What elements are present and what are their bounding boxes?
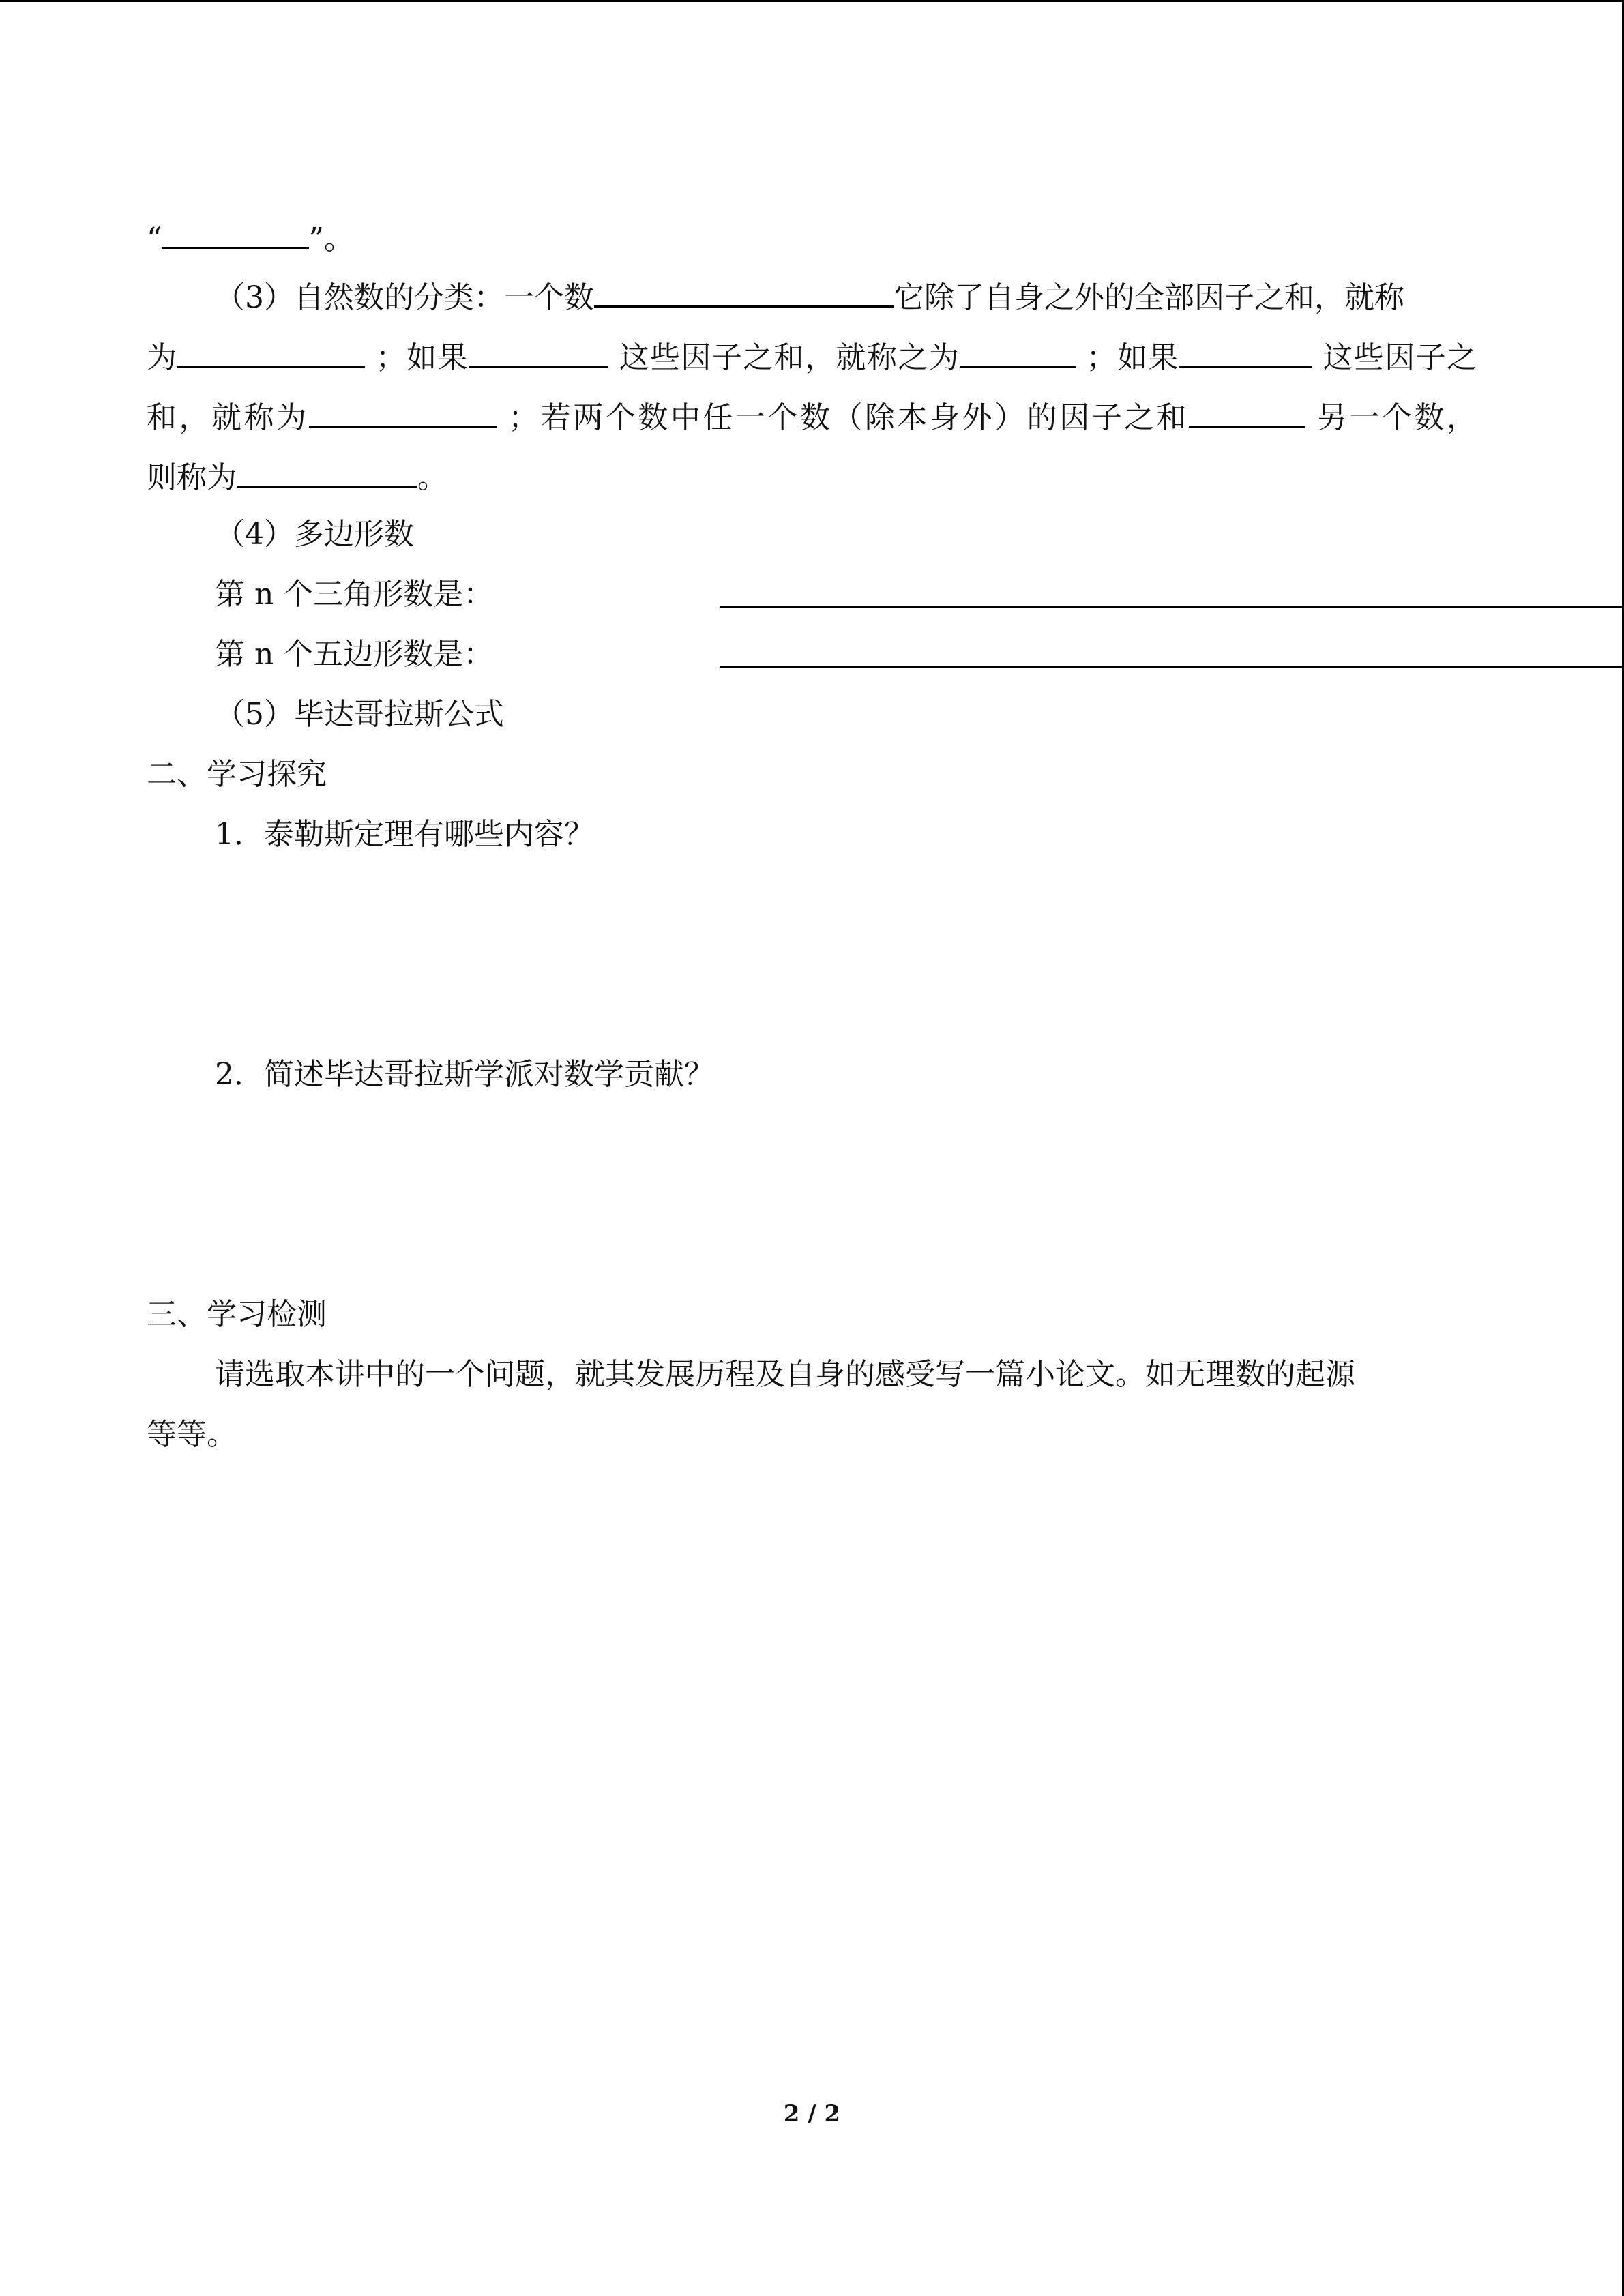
item3-text: ；若两个数中任一个数（除本身外）的因子之和 — [508, 400, 1190, 435]
triangle-number-row — [215, 576, 1477, 614]
page-number: 2 / 2 — [783, 2100, 841, 2128]
item3-text: 另一个数， — [1316, 400, 1477, 435]
item3-text: ；如果 — [375, 340, 469, 375]
answer-blank[interactable] — [469, 336, 608, 368]
answer-blank[interactable] — [1189, 396, 1305, 428]
item3-line2 — [147, 336, 1477, 374]
section3-heading: 三、学习检测 — [147, 1297, 327, 1332]
answer-blank[interactable] — [594, 275, 894, 308]
item3-line4 — [147, 456, 1477, 494]
answer-blank[interactable] — [960, 336, 1076, 368]
answer-blank[interactable] — [237, 456, 417, 488]
item3-text: 这些因子之 — [1323, 340, 1477, 375]
question-2: 2．简述毕达哥拉斯学派对数学贡献？ — [215, 1057, 714, 1092]
item3-text: 它除了自身之外的全部因子之和，就称 — [894, 280, 1404, 315]
section3-paragraph-line2: 等等。 — [147, 1417, 237, 1452]
pentagon-number-blank[interactable] — [720, 636, 1624, 668]
item3-line3 — [147, 396, 1477, 434]
continuation-line — [147, 217, 1477, 255]
item4-title: （4）多边形数 — [215, 517, 414, 552]
item3-text: 为 — [147, 340, 178, 375]
close-quote: ”。 — [308, 222, 354, 256]
item3-text: （3）自然数的分类：一个数 — [215, 280, 594, 315]
pentagon-number-row — [215, 636, 1477, 674]
item3-text: 这些因子之和，就称之为 — [619, 340, 960, 375]
item3-line1 — [215, 275, 1477, 314]
answer-blank[interactable] — [162, 217, 309, 249]
item5-title: （5）毕达哥拉斯公式 — [215, 697, 504, 732]
item3-text: 则称为 — [147, 460, 237, 495]
section2-heading: 二、学习探究 — [147, 757, 327, 792]
item3-text: ；如果 — [1086, 340, 1179, 375]
section3-paragraph-line1: 请选取本讲中的一个问题，就其发展历程及自身的感受写一篇小论文。如无理数的起源 — [215, 1357, 1355, 1392]
answer-blank[interactable] — [177, 336, 365, 368]
answer-blank[interactable] — [309, 396, 497, 428]
question-1: 1．泰勒斯定理有哪些内容？ — [215, 817, 594, 852]
open-quote: “ — [147, 222, 162, 256]
item3-text: 和，就称为 — [147, 400, 309, 435]
triangle-number-blank[interactable] — [720, 576, 1624, 608]
item3-text: 。 — [417, 460, 447, 495]
pentagon-number-label: 第 n 个五边形数是： — [215, 637, 494, 672]
answer-blank[interactable] — [1179, 336, 1312, 368]
triangle-number-label: 第 n 个三角形数是： — [215, 577, 494, 612]
